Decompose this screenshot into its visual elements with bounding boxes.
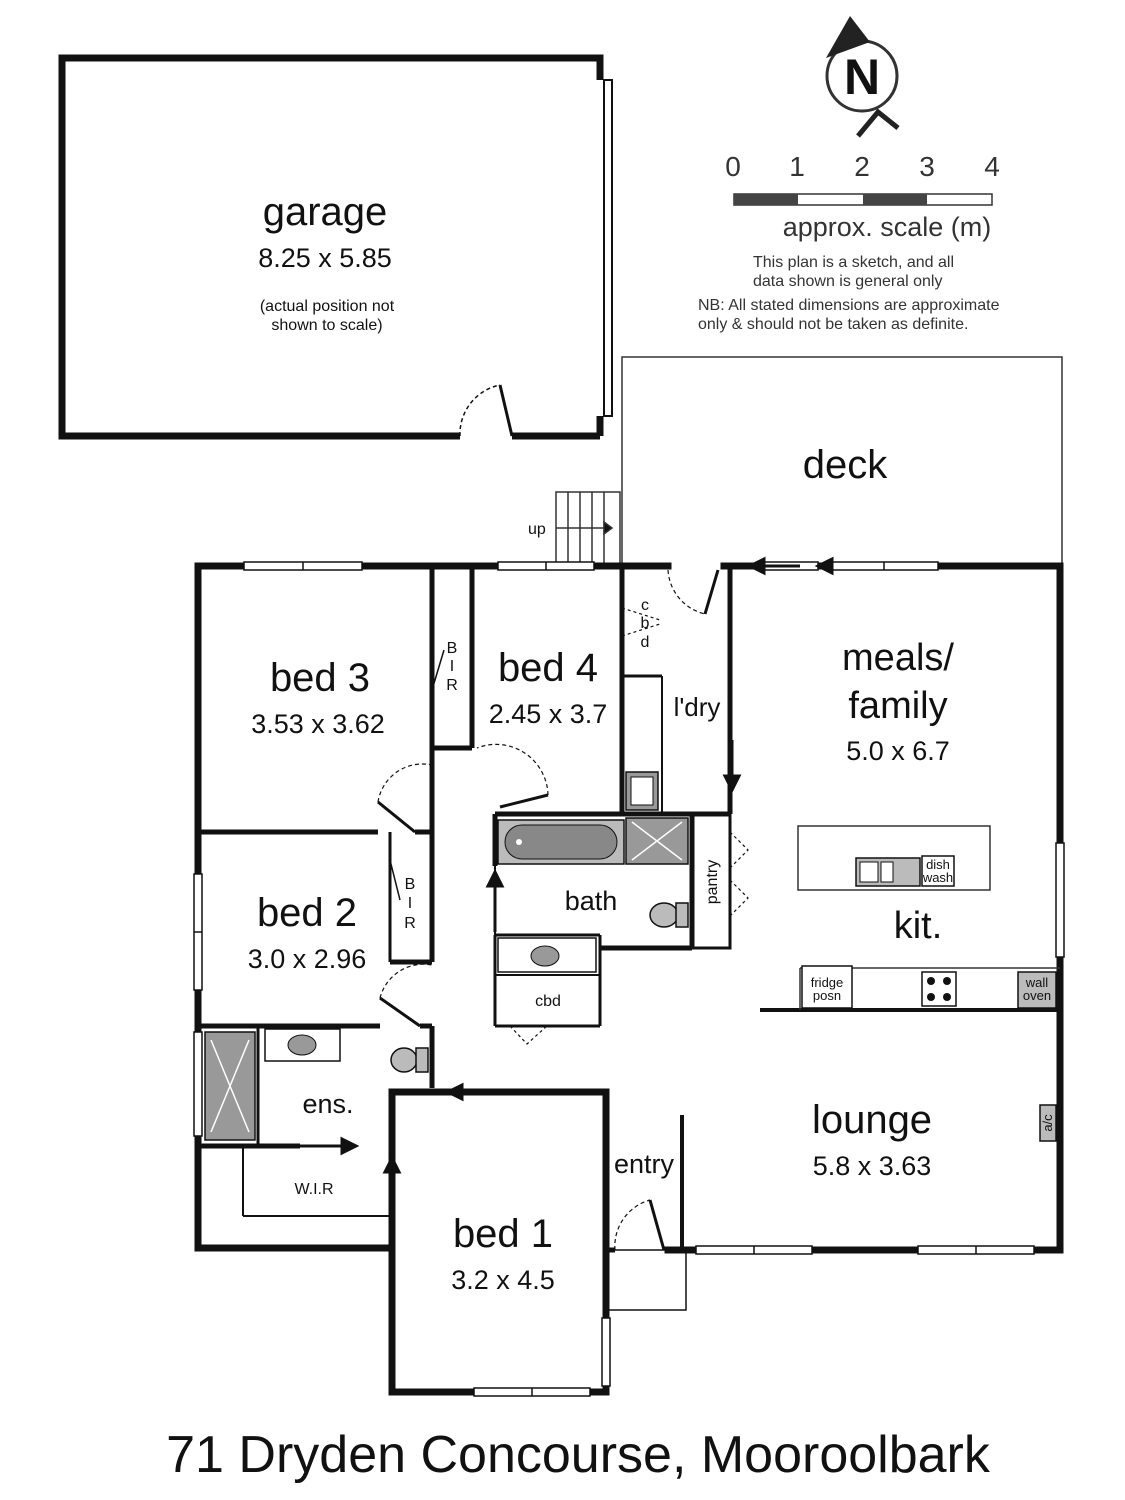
dishwash-label-line1: dish [926,857,950,872]
bath-cbd-label: cbd [535,993,561,1010]
bed3-bir-r: R [446,677,458,694]
bathtub-icon [498,820,624,864]
bed4-label: bed 4 [497,646,599,690]
toilet-icon [650,903,688,927]
shower-icon [626,818,688,864]
ensuite-label: ens. [302,1089,354,1119]
dishwash-label-line2: wash [922,870,954,885]
fridge-label-line2: posn [812,988,842,1003]
bed2-bir-i: I [407,895,413,912]
steps [556,492,620,564]
garage-note-line2: shown to scale) [271,317,383,334]
bed2-bir-r: R [404,915,416,932]
entry-label: entry [613,1149,675,1179]
laundry-cbd-c: c [641,597,649,614]
scale-caption: approx. scale (m) [782,212,992,242]
meals-label-line2: family [848,685,948,727]
bed2-bir-b: B [404,876,416,893]
laundry-cbd-d: d [640,634,650,651]
scale-bar [698,151,1000,333]
bed2-dims: 3.0 x 2.96 [247,944,367,974]
bed2-label: bed 2 [256,891,358,935]
lounge-dims: 5.8 x 3.63 [812,1151,932,1181]
pantry-label: pantry [704,859,721,905]
scale-tick-2: 2 [854,151,870,182]
scale-tick-1: 1 [789,151,805,182]
bed4-dims: 2.45 x 3.7 [488,699,608,729]
garage [62,58,612,436]
meals-label-line1: meals/ [842,637,954,679]
kitchen-sink-icon [856,858,920,886]
bed1-dims: 3.2 x 4.5 [451,1265,555,1295]
laundry-label: l'dry [673,692,721,722]
kitchen-bench [760,966,1060,1010]
basin-icon [498,938,596,972]
note-sketch-line1: This plan is a sketch, and all [753,254,954,271]
fridge-label-line1: fridge [810,975,844,990]
ac-label: a/c [1040,1114,1055,1132]
bed3-bir-b: B [446,640,458,657]
deck-label: deck [802,443,888,487]
scale-tick-4: 4 [984,151,1000,182]
laundry-sink-icon [626,772,658,810]
ensuite-toilet-icon [391,1048,428,1072]
ensuite-shower-icon [205,1032,255,1140]
bed1-label: bed 1 [452,1212,554,1256]
garage-note-line1: (actual position not [259,298,395,315]
dishwasher-icon [922,856,954,886]
cooktop-icon [922,972,956,1006]
bath-label: bath [564,886,618,916]
address-title: 71 Dryden Concourse, Mooroolbark [166,1426,990,1484]
ensuite-basin-icon [265,1029,340,1061]
bed3-label: bed 3 [269,656,371,700]
bed3-bir-i: I [449,658,455,675]
garage-label: garage [262,190,388,234]
note-approx-line2: only & should not be taken as definite. [698,316,969,333]
meals-dims: 5.0 x 6.7 [846,736,950,766]
compass-letter: N [843,49,881,105]
note-approx-line1: NB: All stated dimensions are approximate [698,297,1000,314]
bed3-dims: 3.53 x 3.62 [251,709,385,739]
north-compass-icon [826,16,898,136]
steps-up-label: up [528,521,546,538]
laundry-cbd-b: b [640,615,650,632]
kitchen-label: kit. [893,905,943,947]
garage-dims: 8.25 x 5.85 [258,243,392,273]
oven-label-line1: wall [1025,975,1049,990]
deck [622,357,1062,565]
scale-tick-0: 0 [725,151,741,182]
scale-tick-3: 3 [919,151,935,182]
wir-label: W.I.R [294,1181,334,1198]
note-sketch-line2: data shown is general only [753,273,943,290]
oven-label-line2: oven [1022,988,1052,1003]
lounge-label: lounge [811,1098,933,1142]
